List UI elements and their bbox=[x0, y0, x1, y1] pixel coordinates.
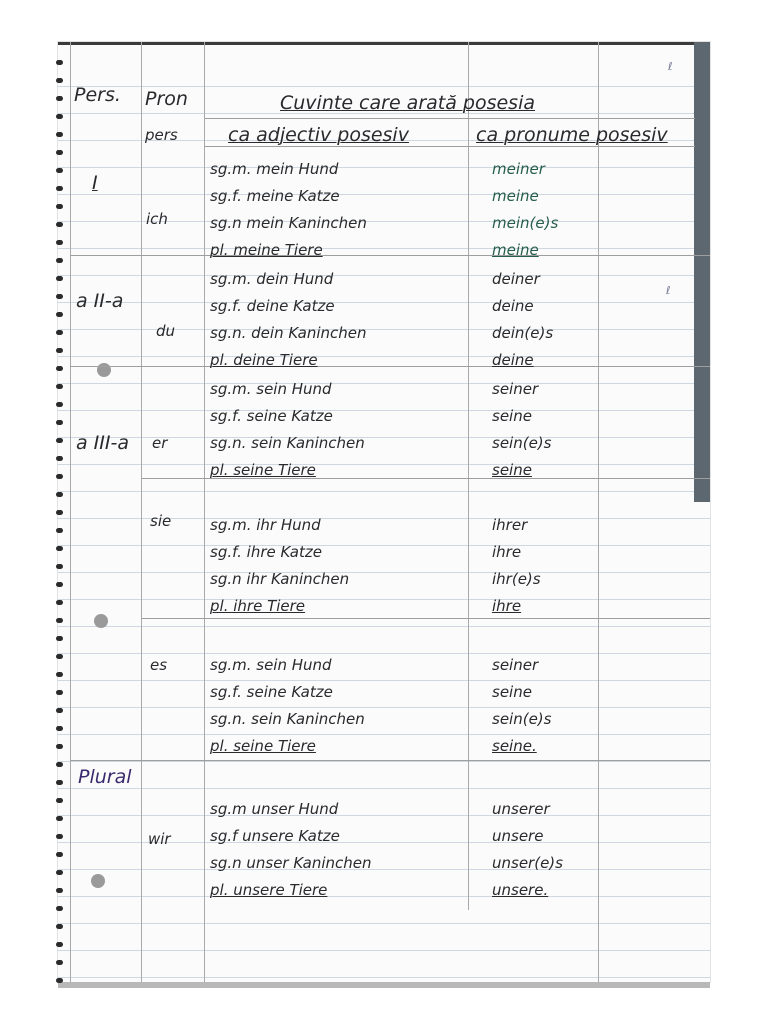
adjective-form: pl. unsere Tiere bbox=[210, 881, 328, 899]
column-rule-adj bbox=[468, 42, 469, 910]
page-bottom-edge bbox=[58, 982, 710, 988]
pronoun-form: ihrer bbox=[492, 516, 528, 534]
spiral-hole bbox=[56, 978, 63, 983]
adjective-form: sg.f. seine Katze bbox=[210, 683, 333, 701]
spiral-hole bbox=[56, 960, 63, 965]
pronoun-form: unserer bbox=[492, 800, 550, 818]
adjective-form: sg.f. seine Katze bbox=[210, 407, 333, 425]
pronoun-form: seiner bbox=[492, 380, 539, 398]
pronoun-form: ihre bbox=[492, 597, 522, 615]
adjective-form: sg.n. dein Kaninchen bbox=[210, 324, 367, 342]
spiral-hole bbox=[56, 672, 63, 677]
spiral-hole bbox=[56, 258, 63, 263]
spiral-hole bbox=[56, 402, 63, 407]
spiral-hole bbox=[56, 384, 63, 389]
spiral-hole bbox=[56, 618, 63, 623]
pronoun-form: unsere. bbox=[492, 881, 549, 899]
spiral-hole bbox=[56, 510, 63, 515]
pronoun-form: ihre bbox=[492, 543, 522, 561]
pronoun-form: deiner bbox=[492, 270, 540, 288]
spiral-hole bbox=[56, 762, 63, 767]
column-header-pron: Pron bbox=[145, 88, 188, 110]
adjective-form: pl. deine Tiere bbox=[210, 351, 318, 369]
pronoun-form: sein(e)s bbox=[492, 434, 552, 452]
person-label: a III-a bbox=[76, 432, 129, 454]
margin-mark: ℓ bbox=[668, 60, 673, 73]
spiral-hole bbox=[56, 186, 63, 191]
spiral-hole bbox=[56, 942, 63, 947]
spiral-hole bbox=[56, 528, 63, 533]
adjective-form: sg.n. sein Kaninchen bbox=[210, 434, 365, 452]
pronoun-form: seine bbox=[492, 683, 532, 701]
spiral-hole bbox=[56, 924, 63, 929]
spiral-hole bbox=[56, 312, 63, 317]
spiral-hole bbox=[56, 654, 63, 659]
punch-hole bbox=[91, 874, 105, 888]
subheader-rule bbox=[205, 146, 695, 147]
adjective-form: sg.n unser Kaninchen bbox=[210, 854, 372, 872]
spiral-hole bbox=[56, 690, 63, 695]
background-strip bbox=[694, 42, 710, 502]
pronoun-form: unsere bbox=[492, 827, 544, 845]
adjective-form: sg.m unser Hund bbox=[210, 800, 339, 818]
group-divider bbox=[70, 366, 710, 367]
table-title: Cuvinte care arată posesia bbox=[280, 92, 536, 114]
pronoun-form: unser(e)s bbox=[492, 854, 563, 872]
page-top-edge bbox=[58, 42, 710, 45]
pronoun-form: meine bbox=[492, 187, 539, 205]
column-rule-pron bbox=[204, 42, 205, 982]
spiral-hole bbox=[56, 96, 63, 101]
spiral-hole bbox=[56, 420, 63, 425]
column-header-pron-sub: pers bbox=[145, 126, 178, 144]
adjective-form: pl. meine Tiere bbox=[210, 241, 323, 259]
pronoun-label: ich bbox=[146, 210, 168, 228]
margin-rule bbox=[70, 42, 71, 982]
spiral-hole bbox=[56, 600, 63, 605]
pronoun-label: du bbox=[156, 322, 176, 340]
spiral-hole bbox=[56, 240, 63, 245]
punch-hole bbox=[94, 614, 108, 628]
spiral-hole bbox=[56, 636, 63, 641]
pronoun-form: ihr(e)s bbox=[492, 570, 541, 588]
header-rule bbox=[205, 118, 695, 119]
pronoun-label: wir bbox=[148, 830, 171, 848]
spiral-hole bbox=[56, 474, 63, 479]
spiral-hole bbox=[56, 204, 63, 209]
adjective-form: sg.f. ihre Katze bbox=[210, 543, 322, 561]
pronoun-label: es bbox=[150, 656, 168, 674]
adjective-form: pl. seine Tiere bbox=[210, 461, 316, 479]
spiral-hole bbox=[56, 366, 63, 371]
spiral-hole bbox=[56, 294, 63, 299]
person-label: a II-a bbox=[76, 290, 124, 312]
spiral-hole bbox=[56, 492, 63, 497]
group-divider bbox=[70, 760, 710, 761]
spiral-hole bbox=[56, 780, 63, 785]
pronoun-form: sein(e)s bbox=[492, 710, 552, 728]
group-divider bbox=[70, 255, 710, 256]
adjective-form: pl. ihre Tiere bbox=[210, 597, 306, 615]
pronoun-form: seine bbox=[492, 461, 532, 479]
spiral-hole bbox=[56, 888, 63, 893]
group-divider bbox=[142, 618, 710, 619]
margin-mark: ℓ bbox=[666, 284, 671, 297]
spiral-hole bbox=[56, 744, 63, 749]
adjective-form: sg.f. meine Katze bbox=[210, 187, 340, 205]
adjective-form: sg.m. dein Hund bbox=[210, 270, 334, 288]
spiral-hole bbox=[56, 816, 63, 821]
adjective-form: sg.n mein Kaninchen bbox=[210, 214, 367, 232]
pronoun-form: seine bbox=[492, 407, 532, 425]
adjective-form: sg.m. sein Hund bbox=[210, 380, 332, 398]
spiral-hole bbox=[56, 906, 63, 911]
spiral-hole bbox=[56, 456, 63, 461]
adjective-form: sg.f. deine Katze bbox=[210, 297, 335, 315]
subheader-adjective: ca adjectiv posesiv bbox=[228, 124, 409, 146]
spiral-hole bbox=[56, 276, 63, 281]
adjective-form: sg.m. sein Hund bbox=[210, 656, 332, 674]
column-rule-pers bbox=[141, 42, 142, 982]
spiral-hole bbox=[56, 546, 63, 551]
spiral-hole bbox=[56, 870, 63, 875]
pronoun-form: deine bbox=[492, 297, 534, 315]
spiral-hole bbox=[56, 834, 63, 839]
pronoun-label: sie bbox=[150, 512, 172, 530]
person-label: I bbox=[92, 172, 98, 194]
pronoun-label: er bbox=[152, 434, 168, 452]
adjective-form: sg.n ihr Kaninchen bbox=[210, 570, 350, 588]
pronoun-form: meiner bbox=[492, 160, 545, 178]
spiral-hole bbox=[56, 852, 63, 857]
pronoun-form: seiner bbox=[492, 656, 539, 674]
spiral-hole bbox=[56, 132, 63, 137]
spiral-hole bbox=[56, 582, 63, 587]
adjective-form: sg.n. sein Kaninchen bbox=[210, 710, 365, 728]
spiral-hole bbox=[56, 330, 63, 335]
pronoun-form: mein(e)s bbox=[492, 214, 559, 232]
spiral-hole bbox=[56, 222, 63, 227]
adjective-form: sg.m. ihr Hund bbox=[210, 516, 321, 534]
column-rule-pron-pos bbox=[598, 42, 599, 982]
spiral-hole bbox=[56, 348, 63, 353]
spiral-hole bbox=[56, 564, 63, 569]
subheader-pronoun: ca pronume posesiv bbox=[476, 124, 668, 146]
spiral-hole bbox=[56, 726, 63, 731]
spiral-hole bbox=[56, 114, 63, 119]
pronoun-form: seine. bbox=[492, 737, 537, 755]
pronoun-form: meine bbox=[492, 241, 539, 259]
spiral-hole bbox=[56, 708, 63, 713]
adjective-form: sg.f unsere Katze bbox=[210, 827, 340, 845]
spiral-hole bbox=[56, 150, 63, 155]
spiral-hole bbox=[56, 78, 63, 83]
spiral-hole bbox=[56, 798, 63, 803]
spiral-hole bbox=[56, 168, 63, 173]
spiral-hole bbox=[56, 438, 63, 443]
column-header-pers: Pers. bbox=[74, 84, 121, 106]
spiral-hole bbox=[56, 60, 63, 65]
adjective-form: pl. seine Tiere bbox=[210, 737, 316, 755]
pronoun-form: dein(e)s bbox=[492, 324, 554, 342]
adjective-form: sg.m. mein Hund bbox=[210, 160, 339, 178]
plural-label: Plural bbox=[78, 766, 132, 788]
pronoun-form: deine bbox=[492, 351, 534, 369]
